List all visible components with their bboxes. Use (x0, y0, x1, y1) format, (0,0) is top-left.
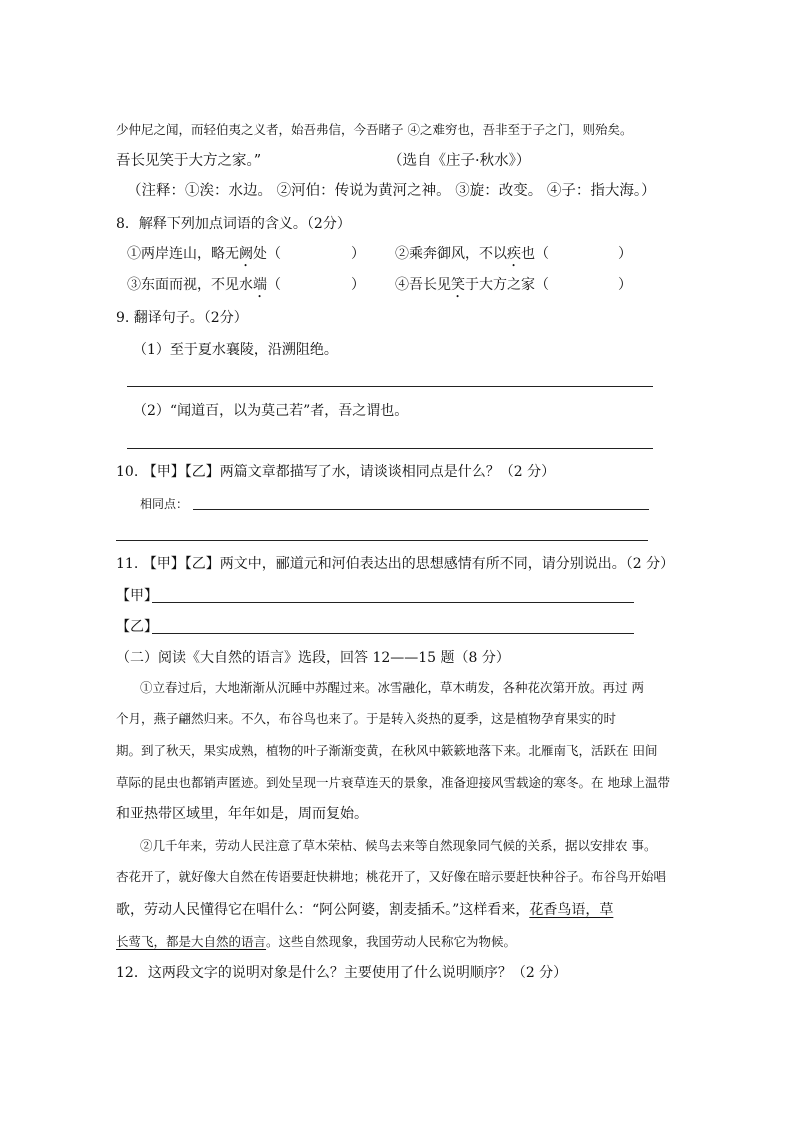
q8-item-2-open: 也（ (521, 246, 549, 262)
q10-stem: 10. 【甲】【乙】两篇文章都描写了水，请谈谈相同点是什么？（2 分） (116, 464, 556, 480)
q9-answer-line-1[interactable] (127, 386, 653, 387)
para2-line-3 (116, 901, 613, 919)
q11-label-b: 【乙】 (116, 619, 158, 635)
q8-item-3-open: （ (267, 277, 281, 293)
q9-answer-line-2[interactable] (127, 448, 653, 449)
para2-line-4-text: 。这些自然现象，我国劳动人民称它为物候。 (266, 934, 517, 949)
para1-line-2: 个月，燕子翩然归来。不久，布谷鸟也来了。于是转入炎热的夏季，这是植物孕育果实的时 (116, 711, 617, 726)
q8-item-2-text: ②乘奔御风，不以 (395, 246, 507, 262)
para2-line-1: ②几千年来，劳动人民注意了草木荣枯、候鸟去来等自然现象同气候的关系，据以安排农 事。 (140, 838, 657, 853)
q12-stem: 12．这两段文字的说明对象是什么？主要使用了什么说明顺序？（2 分） (116, 965, 568, 981)
q8-item-4-text: ④吾长见 (395, 277, 451, 293)
q8-item-2-close: ） (618, 246, 632, 262)
para1-line-5: 和亚热带区域里，年年如是，周而复始。 (116, 806, 368, 822)
para2-line-2: 杏花开了，就好像大自然在传语要赶快耕地；桃花开了，又好像在暗示要赶快种谷子。布谷鸟开始唱 (116, 869, 667, 884)
q8-stem: 8．解释下列加点词语的含义。（2分） (116, 216, 351, 232)
q11-answer-line-b[interactable] (152, 633, 634, 634)
q11-label-a: 【甲】 (116, 588, 158, 604)
q8-item-4-open: 于大方之家（ (465, 277, 549, 293)
q11-stem: 11. 【甲】【乙】两文中，郦道元和河伯表达出的思想感情有所不同，请分别说出。（2 分） (116, 556, 675, 572)
para2-line-4 (116, 933, 516, 951)
passage-line-2: 吾长见笑于大方之家。” (116, 153, 262, 169)
passage-notes: （注释：①涘：水边。 ②河伯：传说为黄河之神。 ③旋：改变。 ④子：指大海。） (127, 183, 656, 199)
para2-underlined-phrase-start: 花香鸟语，草 (529, 902, 614, 918)
q9-stem: 9. 翻译句子。（2分） (116, 310, 248, 326)
q10-answer-line-2[interactable] (116, 540, 648, 541)
q8-item-4-dotted-word: 笑 (451, 277, 465, 293)
q8-item-4-close: ） (618, 277, 632, 293)
q8-item-1-text: ①两岸连山，略无 (127, 246, 239, 262)
passage-source: （选自《庄子·秋水》） (388, 153, 531, 169)
para1-line-1: ①立春过后，大地渐渐从沉睡中苏醒过来。冰雪融化，草木萌发，各种花次第开放。再过 两 (140, 680, 644, 695)
para1-line-3: 期。到了秋天，果实成熟，植物的叶子渐渐变黄，在秋风中簌簌地落下来。北雁南飞，活跃在 田间 (116, 743, 658, 758)
q10-label: 相同点： (140, 497, 189, 511)
q8-item-1-dotted-word: 阙 (239, 246, 253, 262)
q8-item-1-open: 处（ (253, 246, 281, 262)
q8-item-3-dotted-word: 端 (253, 277, 267, 293)
para1-line-4: 草际的昆虫也都销声匿迹。到处呈现一片衰草连天的景象，准备迎接风雪载途的寒冬。在 地球上温带 (116, 775, 670, 790)
q11-answer-line-a[interactable] (152, 602, 634, 603)
q8-item-3-text: ③东面而视，不见水 (127, 277, 253, 293)
q8-item-2 (395, 245, 549, 270)
q9-sentence-1: （1）至于夏水襄陵，沿溯阻绝。 (133, 342, 338, 358)
q8-item-4 (395, 276, 549, 301)
para2-line-3-text: 歌，劳动人民懂得它在唱什么：“阿公阿婆，割麦插禾。”这样看来， (116, 902, 530, 918)
q8-item-3-close: ） (351, 277, 365, 293)
q8-item-1 (127, 245, 281, 270)
q9-sentence-2: （2）“闻道百，以为莫己若”者，吾之谓也。 (133, 403, 409, 419)
para2-underlined-phrase-end: 长莺飞，都是大自然的语言 (116, 934, 267, 949)
passage-line-1: 少仲尼之闻，而轻伯夷之义者，始吾弗信，今吾睹子 ④之难穷也，吾非至于子之门，则殆矣。 (116, 122, 633, 137)
q8-item-1-close: ） (351, 246, 365, 262)
q8-item-3 (127, 276, 281, 301)
q8-item-2-dotted-word: 疾 (507, 246, 521, 262)
q10-answer-line-1[interactable] (193, 509, 649, 510)
section-2-heading: （二）阅读《大自然的语言》选段，回答 12——15 题（8 分） (116, 650, 510, 666)
